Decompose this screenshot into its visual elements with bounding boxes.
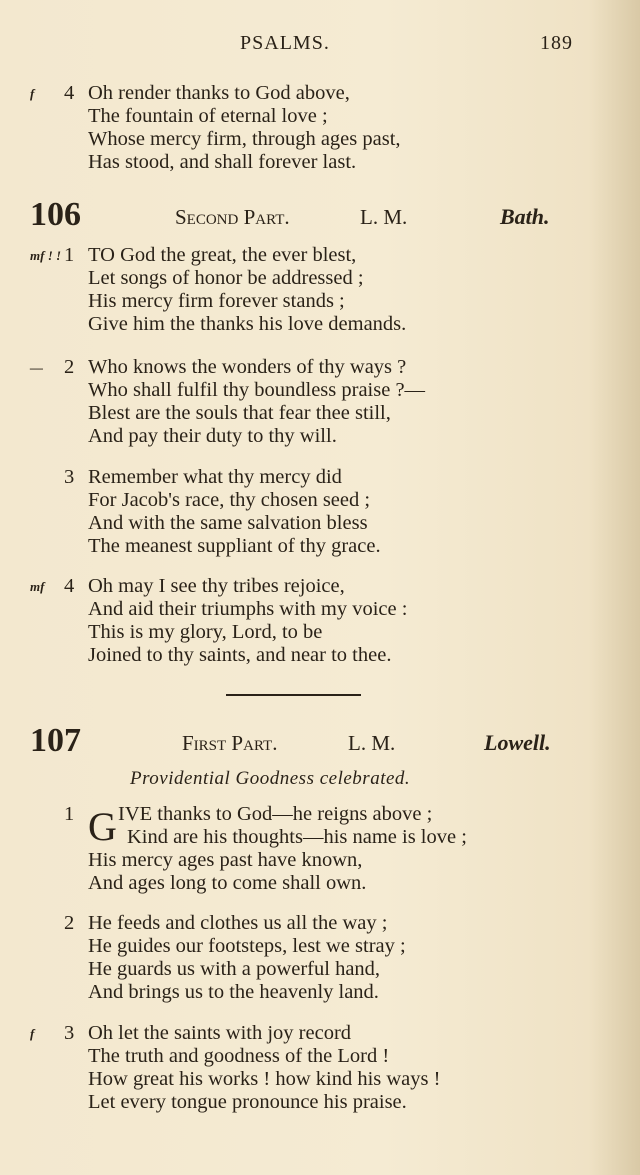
hymn-106-part: Second Part. <box>175 205 290 229</box>
verse-line: The fountain of eternal love ; <box>88 105 328 127</box>
verse-line: How great his works ! how kind his ways ! <box>88 1068 441 1090</box>
dynamic-mark: f <box>30 86 35 101</box>
dynamic-mark: f <box>30 1026 35 1041</box>
stanza-number: 3 <box>64 1022 75 1044</box>
verse-line: And pay their duty to thy will. <box>88 425 337 447</box>
verse-line: His mercy ages past have known, <box>88 849 363 871</box>
verse-line: Has stood, and shall forever last. <box>88 151 357 173</box>
verse-line: This is my glory, Lord, to be <box>88 621 323 643</box>
hymn-107-meter: L. M. <box>348 731 396 755</box>
hymn-107-part: First Part. <box>182 731 278 755</box>
verse-line: Give him the thanks his love demands. <box>88 313 407 335</box>
verse-line: And brings us to the heavenly land. <box>88 981 379 1003</box>
verse-line: Kind are his thoughts—his name is love ; <box>127 826 467 848</box>
stanza-number: 4 <box>64 82 75 104</box>
stanza-number: 4 <box>64 575 75 597</box>
hymn-106-tune: Bath. <box>500 204 550 229</box>
verse-line: Blest are the souls that fear thee still, <box>88 402 391 424</box>
dynamic-mark: mf <box>30 579 45 594</box>
page-number: 189 <box>540 32 573 54</box>
verse-line: TO God the great, the ever blest, <box>88 244 357 266</box>
verse-line: Let songs of honor be addressed ; <box>88 267 364 289</box>
hymn-107-tune: Lowell. <box>484 730 551 755</box>
running-title: PSALMS. <box>240 32 330 54</box>
verse-line: Oh render thanks to God above, <box>88 82 350 104</box>
verse-line: IVE thanks to God—he reigns above ; <box>118 803 433 825</box>
verse-line: The truth and goodness of the Lord ! <box>88 1045 390 1067</box>
verse-line: He feeds and clothes us all the way ; <box>88 912 388 934</box>
verse-line: His mercy firm forever stands ; <box>88 290 345 312</box>
verse-line: And with the same salvation bless <box>88 512 368 534</box>
hymn-106-number: 106 <box>30 196 81 233</box>
verse-line: Whose mercy firm, through ages past, <box>88 128 401 150</box>
section-divider <box>226 694 361 696</box>
verse-line: For Jacob's race, thy chosen seed ; <box>88 489 371 511</box>
hymn-106-meter: L. M. <box>360 205 408 229</box>
verse-line: He guides our footsteps, lest we stray ; <box>88 935 406 957</box>
hymn-107-number: 107 <box>30 722 81 759</box>
dynamic-mark: — <box>30 360 43 375</box>
verse-line: And aid their triumphs with my voice : <box>88 598 408 620</box>
verse-line: Oh let the saints with joy record <box>88 1022 352 1044</box>
verse-line: Let every tongue pronounce his praise. <box>88 1091 407 1113</box>
verse-line: Joined to thy saints, and near to thee. <box>88 644 392 666</box>
drop-cap: G <box>88 804 117 849</box>
verse-line: Who shall fulfil thy boundless praise ?— <box>88 379 426 401</box>
stanza-number: 2 <box>64 912 75 934</box>
verse-line: Oh may I see thy tribes rejoice, <box>88 575 345 597</box>
stanza-number: 1 <box>64 803 75 825</box>
stanza-number: 3 <box>64 466 75 488</box>
verse-line: The meanest suppliant of thy grace. <box>88 535 381 557</box>
stanza-number: 1 <box>64 244 75 266</box>
verse-line: Remember what thy mercy did <box>88 466 342 488</box>
dynamic-mark: mf ! ! <box>30 248 62 263</box>
hymn-107-subtitle: Providential Goodness celebrated. <box>130 768 411 789</box>
verse-line: And ages long to come shall own. <box>88 872 367 894</box>
verse-line: He guards us with a powerful hand, <box>88 958 381 980</box>
verse-line: Who knows the wonders of thy ways ? <box>88 356 407 378</box>
stanza-number: 2 <box>64 356 75 378</box>
